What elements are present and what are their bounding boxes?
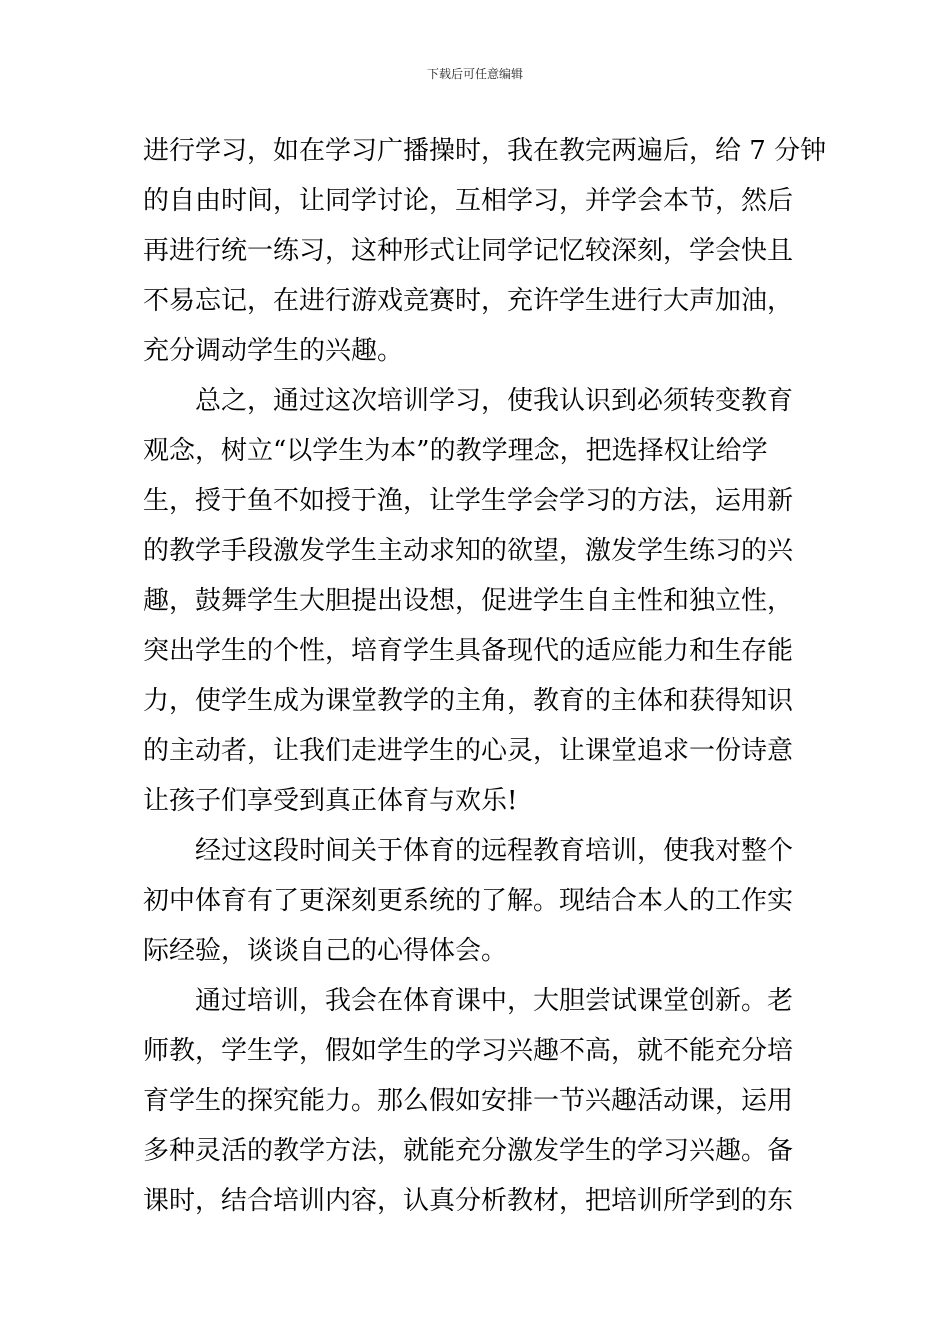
text-line: 再进行统一练习，这种形式让同学记忆较深刻，学会快且: [143, 236, 794, 266]
text-line: 不易忘记，在进行游戏竞赛时，充许学生进行大声加油，: [143, 286, 794, 316]
text-line: 课时，结合培训内容，认真分析教材，把培训所学到的东: [143, 1186, 794, 1216]
paragraph: [143, 976, 813, 1226]
text-line: 通过培训，我会在体育课中，大胆尝试课堂创新。老: [195, 986, 794, 1016]
text-line: 进行学习，如在学习广播操时，我在教完两遍后，给 7 分钟: [143, 136, 827, 166]
text-line: 初中体育有了更深刻更系统的了解。现结合本人的工作实: [143, 886, 794, 916]
text-line: 趣，鼓舞学生大胆提出设想，促进学生自主性和独立性，: [143, 586, 794, 616]
text-line: 多种灵活的教学方法，就能充分激发学生的学习兴趣。备: [143, 1136, 794, 1166]
text-line: 观念，树立“以学生为本”的教学理念，把选择权让给学: [143, 436, 768, 466]
text-line: 师教，学生学，假如学生的学习兴趣不高，就不能充分培: [143, 1036, 794, 1066]
text-line: 生，授于鱼不如授于渔，让学生学会学习的方法，运用新: [143, 486, 794, 516]
text-line: 突出学生的个性，培育学生具备现代的适应能力和生存能: [143, 636, 794, 666]
text-line: 经过这段时间关于体育的远程教育培训，使我对整个: [195, 836, 794, 866]
paragraph: [143, 376, 813, 826]
text-line: 充分调动学生的兴趣。: [143, 336, 404, 366]
text-line: 让孩子们享受到真正体育与欢乐!: [143, 786, 518, 816]
page-header: 下载后可任意编辑: [426, 67, 523, 81]
text-line: 的自由时间，让同学讨论，互相学习，并学会本节，然后: [143, 186, 794, 216]
text-line: 力，使学生成为课堂教学的主角，教育的主体和获得知识: [143, 686, 794, 716]
text-line: 育学生的探究能力。那么假如安排一节兴趣活动课，运用: [143, 1086, 794, 1116]
text-line: 际经验，谈谈自己的心得体会。: [143, 936, 508, 966]
paragraph: [143, 126, 827, 376]
text-line: 总之，通过这次培训学习，使我认识到必须转变教育: [195, 386, 794, 416]
paragraph: [143, 826, 813, 976]
document-body: [143, 126, 827, 1226]
text-line: 的教学手段激发学生主动求知的欲望，激发学生练习的兴: [143, 536, 794, 566]
text-line: 的主动者，让我们走进学生的心灵，让课堂追求一份诗意: [143, 736, 794, 766]
